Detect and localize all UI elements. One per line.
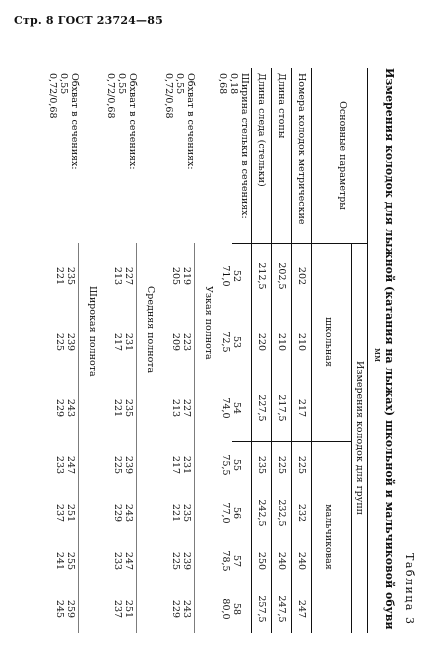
section-title-wide: Широкая полнота: [87, 286, 98, 377]
cell: 247: [123, 551, 134, 571]
row-label-width-s2: 0,68: [217, 73, 228, 95]
cell: 75,5: [220, 454, 231, 476]
cell: 78,5: [220, 550, 231, 572]
girth-label-1: Обхват в сечениях:: [185, 73, 196, 170]
cell: 227,5: [256, 394, 267, 422]
rule-group-sep: [351, 243, 352, 633]
table-unit: мм: [372, 348, 382, 363]
cell: 232: [296, 503, 307, 523]
row-label-sizes: Номера колодок метрические: [296, 73, 307, 225]
cell: 223: [181, 332, 192, 352]
girth-label-2: Обхват в сечениях:: [127, 73, 138, 170]
cell: 232,5: [276, 499, 287, 527]
rotated-table-page: [23, 48, 418, 638]
cell: 52: [231, 269, 242, 283]
cell: 54: [231, 401, 242, 415]
cell: 220: [256, 332, 267, 352]
cell: 225: [296, 455, 307, 475]
cell: 209: [170, 332, 181, 352]
cell: 250: [256, 551, 267, 571]
cell: 239: [181, 551, 192, 571]
cell: 233: [54, 455, 65, 475]
cell: 229: [54, 398, 65, 418]
col-header-param: Основные параметры: [337, 101, 348, 210]
rule-top: [367, 68, 368, 633]
section-title-narrow: Узкая полнота: [203, 286, 214, 360]
cell: 80,0: [220, 598, 231, 620]
cell: 212,5: [256, 262, 267, 290]
cell: 77,0: [220, 502, 231, 524]
cell: 205: [170, 266, 181, 286]
cell: 225: [276, 455, 287, 475]
cell: 243: [65, 398, 76, 418]
cell: 242,5: [256, 499, 267, 527]
cell: 233: [112, 551, 123, 571]
cell: 210: [296, 332, 307, 352]
cell: 240: [296, 551, 307, 571]
cell: 221: [112, 398, 123, 418]
cell: 210: [276, 332, 287, 352]
cell: 225: [54, 332, 65, 352]
rule-divider: [136, 243, 137, 633]
cell: 217: [112, 332, 123, 352]
cell: 71,0: [220, 265, 231, 287]
cell: 221: [54, 266, 65, 286]
cell: 217: [296, 398, 307, 418]
girth-label-2c: 0,72/0,68: [105, 73, 116, 119]
cell: 55: [231, 458, 242, 472]
girth-label-2b: 0,55: [116, 73, 127, 95]
row-label-foot: Длина стопы: [276, 73, 287, 139]
cell: 202: [296, 266, 307, 286]
cell: 235: [65, 266, 76, 286]
cell: 53: [231, 335, 242, 349]
cell: 247: [296, 599, 307, 619]
rule-divider: [194, 243, 195, 633]
cell: 227: [123, 266, 134, 286]
cell: 225: [170, 551, 181, 571]
cell: 240: [276, 551, 287, 571]
cell: 235: [256, 455, 267, 475]
rule-school-boys: [232, 441, 352, 442]
col-header-group: Измерения колодок для групп: [354, 360, 365, 515]
cell: 229: [112, 503, 123, 523]
cell: 58: [231, 602, 242, 616]
cell: 202,5: [276, 262, 287, 290]
cell: 231: [181, 455, 192, 475]
cell: 72,5: [220, 331, 231, 353]
cell: 251: [65, 503, 76, 523]
cell: 217: [170, 455, 181, 475]
cell: 237: [54, 503, 65, 523]
cell: 56: [231, 506, 242, 520]
cell: 235: [123, 398, 134, 418]
rule-divider: [78, 243, 79, 633]
cell: 243: [181, 599, 192, 619]
cell: 227: [181, 398, 192, 418]
girth-label-3: Обхват в сечениях:: [69, 73, 80, 170]
cell: 255: [65, 551, 76, 571]
cell: 257,5: [256, 595, 267, 623]
cell: 231: [123, 332, 134, 352]
cell: 259: [65, 599, 76, 619]
table-label: Таблица 3: [403, 553, 416, 626]
row-label-width: Ширина стельки в сечениях:: [239, 73, 250, 219]
cell: 245: [54, 599, 65, 619]
page-header: Стр. 8 ГОСТ 23724—85: [14, 14, 163, 27]
cell: 221: [170, 503, 181, 523]
cell: 74,0: [220, 397, 231, 419]
cell: 239: [65, 332, 76, 352]
cell: 251: [123, 599, 134, 619]
cell: 229: [170, 599, 181, 619]
section-title-medium: Средняя полнота: [145, 286, 156, 374]
cell: 219: [181, 266, 192, 286]
cell: 213: [112, 266, 123, 286]
row-label-width-s1: 0,18: [228, 73, 239, 95]
cell: 247: [65, 455, 76, 475]
cell: 237: [112, 599, 123, 619]
table-title: Измерения колодок для лыжной (катания на лыжах) школьной и мальчиковой обуви: [383, 68, 396, 630]
cell: 217,5: [276, 394, 287, 422]
cell: 235: [181, 503, 192, 523]
cell: 243: [123, 503, 134, 523]
cell: 213: [170, 398, 181, 418]
rule-row3: [251, 68, 252, 633]
cell: 57: [231, 554, 242, 568]
girth-label-1c: 0,72/0,68: [163, 73, 174, 119]
col-header-school: школьная: [323, 317, 334, 367]
girth-label-3c: 0,72/0,68: [47, 73, 58, 119]
rule-row1: [291, 68, 292, 633]
cell: 225: [112, 455, 123, 475]
cell: 239: [123, 455, 134, 475]
cell: 241: [54, 551, 65, 571]
row-label-trace: Длина следа (стельки): [256, 73, 267, 187]
girth-label-3b: 0,55: [58, 73, 69, 95]
col-header-boys: мальчиковая: [323, 504, 334, 570]
girth-label-1b: 0,55: [174, 73, 185, 95]
rule-row2: [271, 68, 272, 633]
rule-header-bottom: [311, 68, 312, 633]
cell: 247,5: [276, 595, 287, 623]
